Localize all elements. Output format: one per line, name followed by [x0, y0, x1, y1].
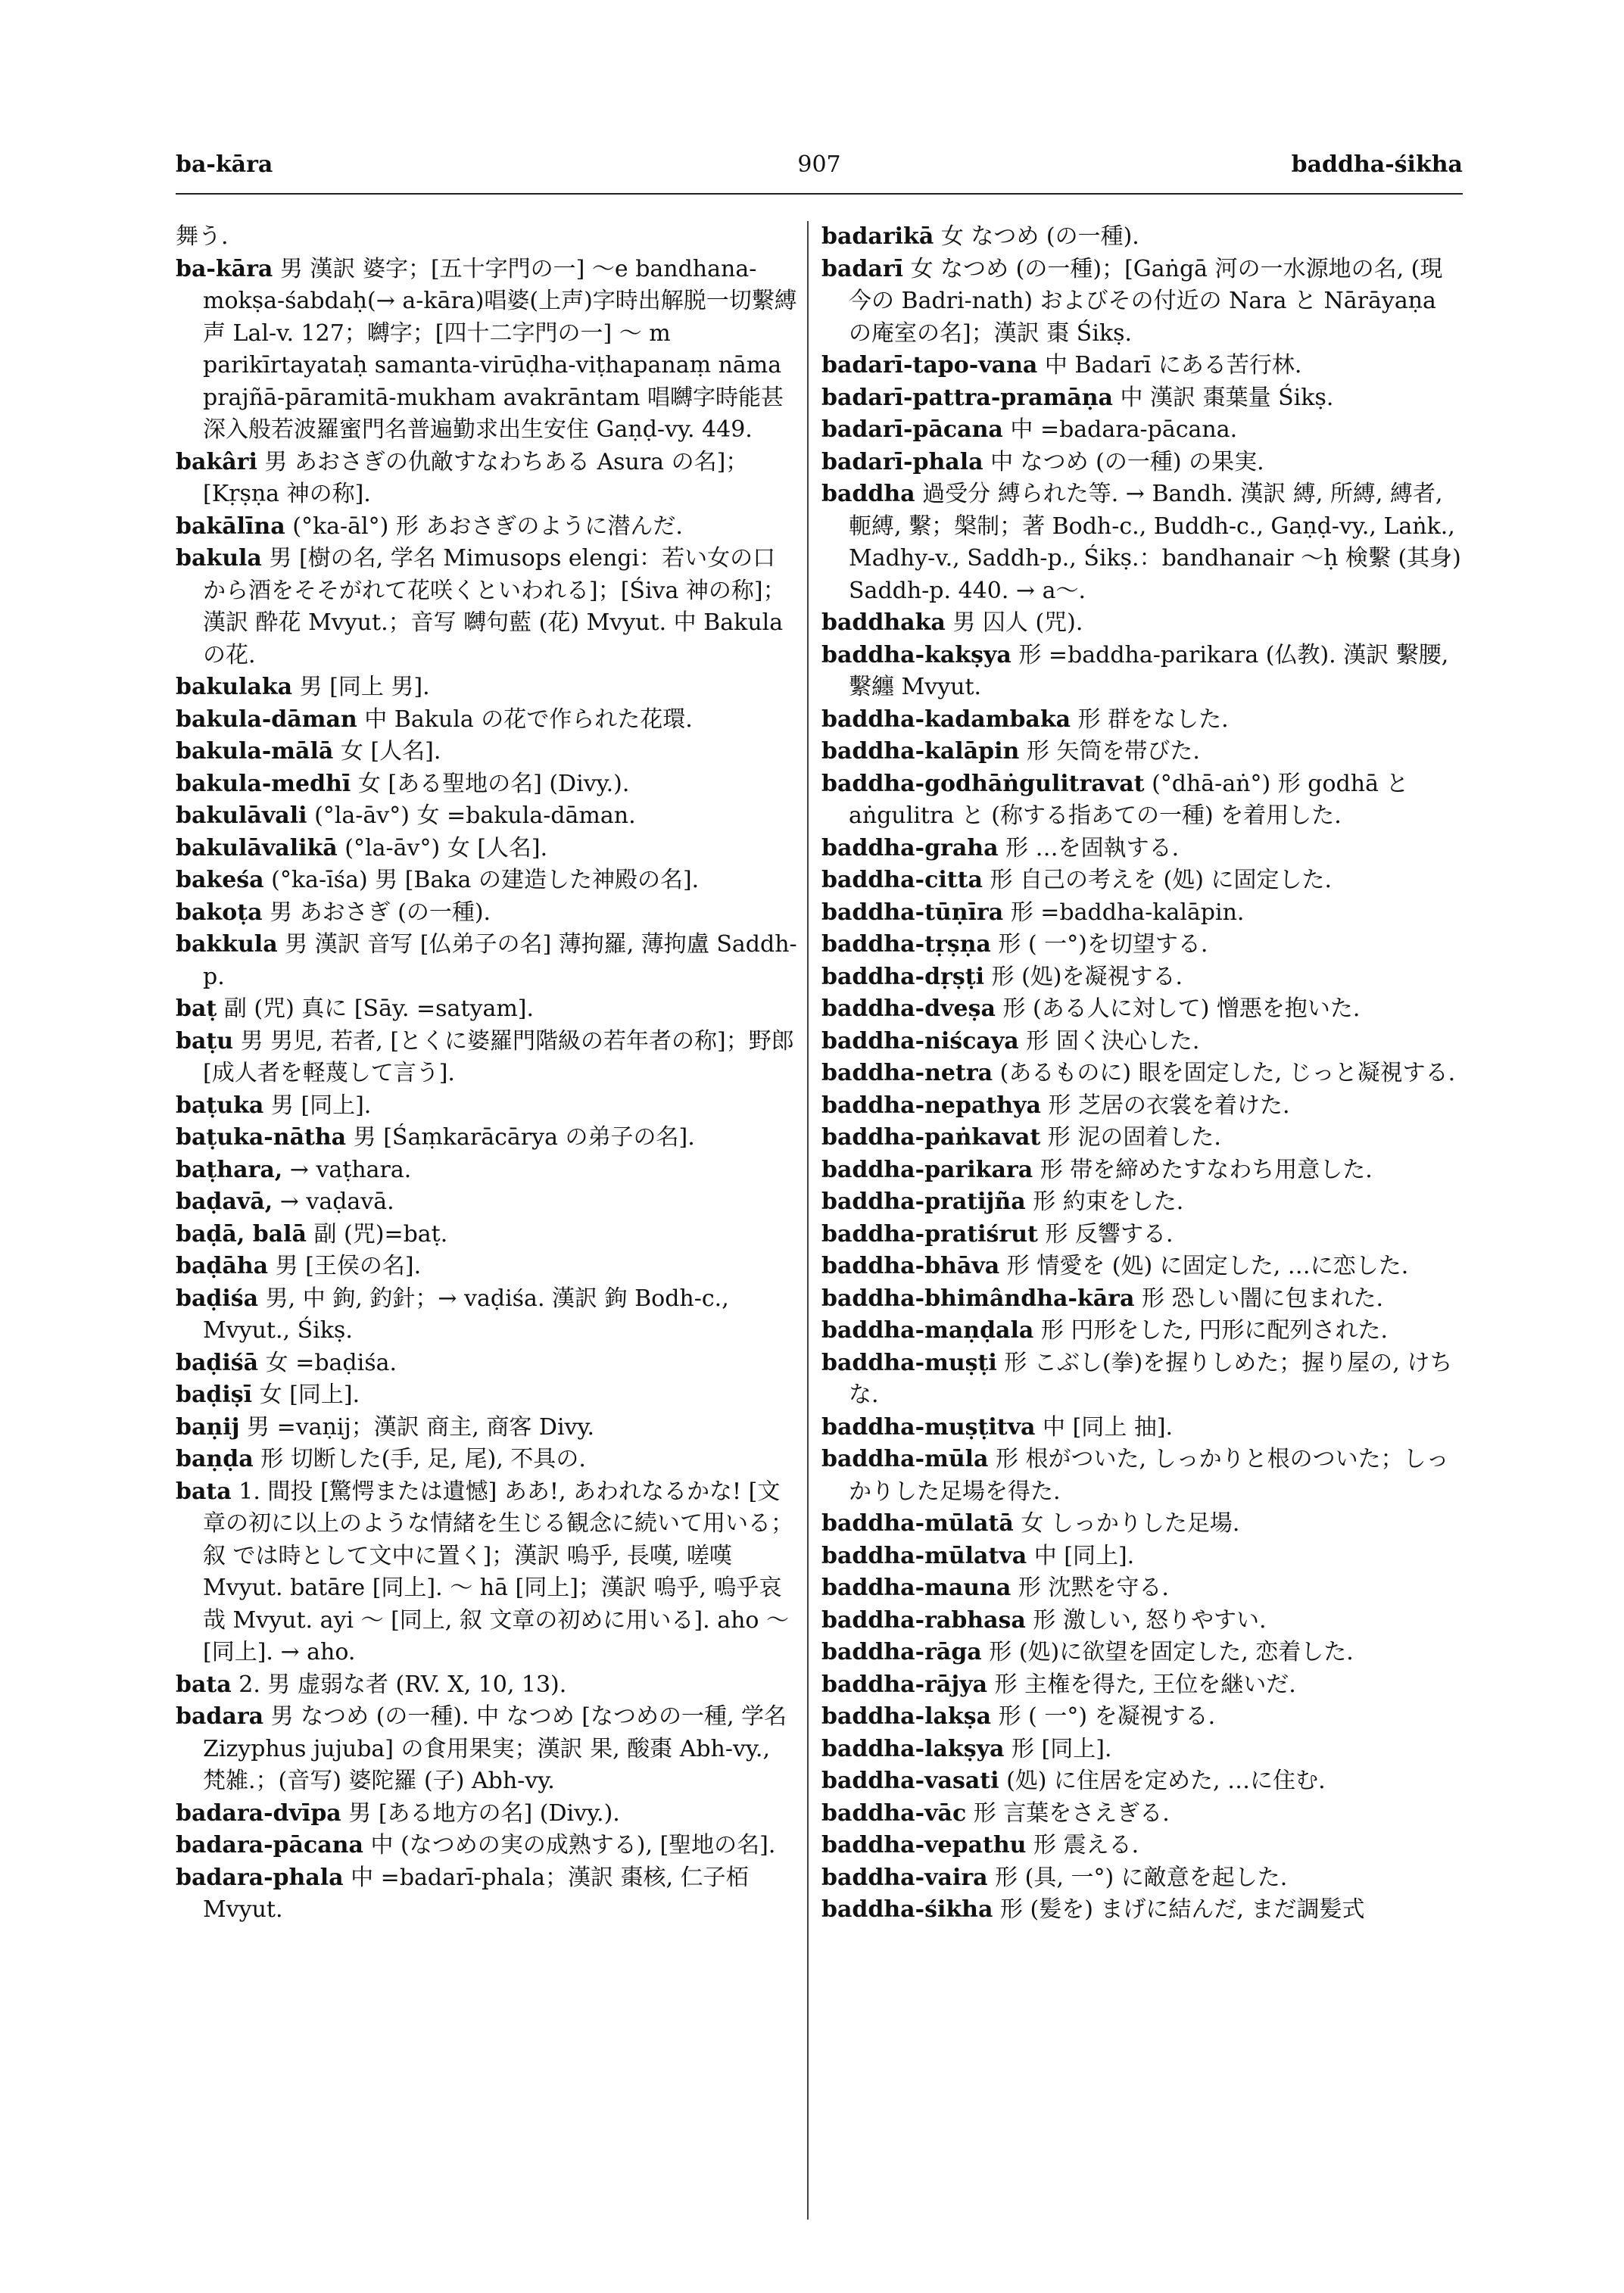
entry-definition: 中 Badarī にある苦行林.: [1044, 352, 1302, 379]
entry-definition: 形 (処)に欲望を固定した, 恋着した.: [989, 1639, 1354, 1665]
entry-headword: baṭ: [176, 995, 217, 1022]
entry-definition: 形 自己の考えを (処) に固定した.: [990, 867, 1332, 893]
dictionary-entry: [176, 1701, 798, 1798]
entry-headword: baddha-vepathu: [821, 1832, 1027, 1858]
entry-definition: (°la-āv°) 女 =bakula-dāman.: [314, 802, 636, 829]
entry-headword: bata: [176, 1478, 232, 1505]
entry-headword: badarī-phala: [821, 448, 983, 475]
dictionary-entry: [821, 1090, 1465, 1123]
entry-definition: 形 [同上].: [1011, 1735, 1112, 1762]
entry-definition: 男 [ある地方の名] (Divy.).: [348, 1799, 620, 1827]
entry-definition: 中 なつめ (の一種) の果実.: [990, 448, 1264, 475]
dictionary-entry: [821, 704, 1465, 737]
entry-headword: badarikā: [821, 223, 934, 250]
entry-headword: baddha-rāga: [821, 1639, 982, 1665]
dictionary-entry: [176, 1798, 798, 1830]
entry-definition: 形 ( 一°)を切望する.: [998, 931, 1208, 958]
entry-headword: bakoṭa: [176, 899, 263, 926]
entry-headword: ba-kāra: [176, 255, 273, 282]
dictionary-entry: [176, 897, 798, 930]
entry-definition: 男 漢訳 音写 [仏弟子の名] 薄拘羅, 薄拘盧 Saddh-p.: [203, 931, 797, 990]
entry-definition: → vaṭhara.: [289, 1156, 412, 1183]
entry-headword: bakula-mālā: [176, 738, 334, 765]
dictionary-entry: [821, 865, 1465, 897]
dictionary-entry: [821, 1605, 1465, 1637]
entry-definition: 形 固く決心した.: [1026, 1027, 1200, 1055]
dictionary-entry: [821, 1701, 1465, 1734]
entry-headword: baddha-mūlatva: [821, 1542, 1027, 1569]
dictionary-entry: [176, 1412, 798, 1444]
entry-definition: 男 漢訳 婆字；[五十字門の一] ～e bandhana-mokṣa-śabdaḥ(→ a-kāra)唱婆(上声)字時出解脱一切繫縛声 Lal-v. 127；嚩字；[四十二字門の一] ～ m parikīrtayataḥ samanta-virūḍha-viṭhapanaṃ nāma prajñā-pāramitā-mukham avakrāntam 唱嚩字時能甚深入般若波羅蜜門名普遍勤求出生安住 Gaṇḍ-vy. 449.: [203, 255, 797, 443]
entry-headword: baddha-muṣṭitva: [821, 1413, 1036, 1441]
dictionary-entry: [821, 1283, 1465, 1316]
dictionary-entry: [821, 1669, 1465, 1702]
entry-definition: 中 Bakula の花で作られた花環.: [364, 706, 693, 733]
dictionary-entry: [821, 736, 1465, 768]
entry-headword: baddha-netra: [821, 1060, 993, 1086]
dictionary-entry: [176, 704, 798, 737]
dictionary-entry: [821, 447, 1465, 479]
dictionary-entry: [176, 1122, 798, 1154]
dictionary-entry: [821, 1122, 1465, 1154]
entry-headword: bakula: [176, 545, 262, 572]
entry-headword: baḍiṣī: [176, 1382, 253, 1408]
entry-headword: badara-phala: [176, 1864, 344, 1891]
entry-definition: 男 [樹の名, 学名 Mimusops elengi：若い女の口から酒をそそがれて花咲くといわれる]；[Śiva 神の称]；漢訳 酔花 Mvyut.；音写 嚩句藍 (花) Mvyut. 中 Bakula の花.: [203, 545, 786, 668]
dictionary-entry: [176, 1026, 798, 1090]
dictionary-entry: [821, 1734, 1465, 1766]
dictionary-entry: [821, 1154, 1465, 1187]
dictionary-entry: [821, 1637, 1465, 1669]
entry-headword: baddha-nepathya: [821, 1092, 1041, 1119]
entry-definition: 形 震える.: [1033, 1832, 1139, 1858]
entry-headword: baddha-citta: [821, 867, 983, 893]
dictionary-entry: [176, 254, 798, 447]
entry-definition: 形 ( 一°) を凝視する.: [998, 1703, 1216, 1730]
dictionary-entry: [176, 1186, 798, 1219]
entry-definition: 形 恐しい闇に包まれた.: [1141, 1285, 1384, 1312]
entry-definition: 男 あおさぎ (の一種).: [270, 899, 491, 926]
dictionary-entry: [176, 800, 798, 833]
entry-definition: (°la-āv°) 女 [人名].: [344, 834, 548, 861]
entry-definition: 舞う.: [176, 223, 229, 250]
entry-definition: 形 (髪を) まげに結んだ, まだ調髪式: [999, 1896, 1365, 1923]
entry-definition: 中 (なつめの実の成熟する), [聖地の名].: [370, 1832, 776, 1858]
entry-headword: bakulaka: [176, 674, 293, 700]
entry-headword: badara-dvīpa: [176, 1799, 341, 1827]
entry-headword: baṭhara,: [176, 1156, 283, 1183]
entry-headword: bakâri: [176, 448, 257, 475]
entry-headword: baddha-bhimândha-kāra: [821, 1285, 1135, 1312]
entry-definition: 形 根がついた, しっかりと根のついた；しっかりした足場を得た.: [849, 1446, 1449, 1505]
entry-definition: 過受分 縛られた等. → Bandh. 漢訳 縛, 所縛, 縛者, 軛縛, 繫；槃制；著 Bodh-c., Buddh-c., Gaṇḍ-vy., Laṅk., Madhy-v., Saddh-p., Śikṣ.：bandhanair ～ḥ 検繫 (其身) Saddh-p. 440. → a～.: [849, 481, 1461, 604]
entry-definition: 中 =badara-pācana.: [1010, 416, 1238, 443]
entry-definition: 形 沈黙を守る.: [1018, 1575, 1169, 1601]
entry-definition: 形 …を固執する.: [1005, 834, 1180, 861]
entry-headword: baddha-mūla: [821, 1446, 989, 1472]
dictionary-entry: [821, 1058, 1465, 1090]
dictionary-entry: [176, 1476, 798, 1669]
entry-definition: 形 群をなした.: [1077, 706, 1229, 733]
entry-headword: baddha-godhāṅgulitravat: [821, 770, 1145, 797]
entry-headword: baddha: [821, 481, 915, 507]
entry-headword: baddha-vasati: [821, 1768, 999, 1794]
entry-definition: 中 =badarī-phala；漢訳 棗核, 仁子栢 Mvyut.: [203, 1864, 749, 1923]
entry-headword: baddha-lakṣa: [821, 1703, 992, 1730]
entry-definition: 中 漢訳 棗葉量 Śikṣ.: [1120, 384, 1334, 411]
dictionary-entry: [176, 447, 798, 511]
entry-definition: 女 =baḍiśa.: [265, 1349, 397, 1376]
dictionary-entry: [176, 993, 798, 1026]
entry-definition: (°dhā-aṅ°) 形 godhā と aṅgulitra と (称する指あての一種) を着用した.: [849, 770, 1409, 829]
entry-definition: 男 なつめ (の一種). 中 なつめ [なつめの一種, 学名 Zizyphus jujuba] の食用果実；漢訳 果, 酸棗 Abh-vy., 梵雑.；(音写) 婆陀羅 (子) Abh-vy.: [203, 1703, 787, 1794]
dictionary-entry: [821, 897, 1465, 930]
dictionary-entry: [821, 1444, 1465, 1508]
entry-headword: baṇij: [176, 1413, 240, 1441]
dictionary-entry: [176, 929, 798, 993]
entry-headword: baddha-pratijña: [821, 1189, 1026, 1215]
entry-headword: baddha-niścaya: [821, 1027, 1019, 1055]
entry-headword: baddha-graha: [821, 834, 999, 861]
dictionary-entry: [821, 1186, 1465, 1219]
entry-headword: baṭu: [176, 1027, 234, 1055]
entry-headword: baddhaka: [821, 609, 946, 636]
entry-headword: badarī-pattra-pramāṇa: [821, 384, 1113, 411]
dictionary-entry: [176, 736, 798, 768]
dictionary-entry: [821, 350, 1465, 382]
entry-definition: 男 [同上 男].: [299, 674, 430, 700]
entry-headword: bakula-dāman: [176, 706, 357, 733]
entry-headword: badara: [176, 1703, 264, 1730]
entry-definition: 形 主権を得た, 王位を継いだ.: [994, 1671, 1296, 1698]
dictionary-entry: [176, 1251, 798, 1283]
entry-definition: 形 芝居の衣裳を着けた.: [1048, 1092, 1290, 1119]
entry-headword: baddha-bhāva: [821, 1253, 1000, 1279]
entry-headword: baddha-lakṣya: [821, 1735, 1005, 1762]
dictionary-entry: [176, 511, 798, 544]
entry-headword: bakeśa: [176, 867, 264, 893]
entry-definition: (°ka-āl°) 形 あおさぎのように潜んだ.: [292, 512, 683, 540]
dictionary-entry: [821, 1862, 1465, 1895]
dictionary-entry: [821, 1026, 1465, 1058]
right-column: [821, 221, 1465, 2232]
dictionary-entry: [176, 1862, 798, 1927]
entry-definition: 女 [同上].: [259, 1382, 360, 1408]
dictionary-entry: [821, 1251, 1465, 1283]
entry-headword: baddha-rabhasa: [821, 1606, 1026, 1634]
entry-definition: 副 (咒)=baṭ.: [313, 1220, 448, 1248]
entry-headword: baṇḍa: [176, 1446, 254, 1472]
entry-definition: 形 (処)を凝視する.: [991, 963, 1183, 990]
dictionary-entry: [821, 961, 1465, 994]
dictionary-entry: [821, 478, 1465, 607]
entry-headword: baddha-kalāpin: [821, 738, 1020, 765]
entry-headword: baddha-kakṣya: [821, 641, 1011, 668]
dictionary-entry: [821, 1347, 1465, 1412]
entry-headword: baṭuka: [176, 1092, 264, 1119]
entry-headword: baḍāha: [176, 1253, 269, 1279]
entry-definition: 女 [ある聖地の名] (Divy.).: [357, 770, 630, 797]
entry-headword: badara-pācana: [176, 1832, 363, 1858]
entry-definition: 男 あおさぎの仇敵すなわちある Asura の名]；[Kṛṣṇa 神の称].: [203, 448, 749, 507]
entry-definition: 男 男児, 若者, [とくに婆羅門階級の若年者の称]；野郎 [成人者を軽蔑して言う].: [203, 1027, 794, 1086]
entry-definition: 男 [同上].: [270, 1092, 372, 1119]
entry-headword: baddha-tūṇīra: [821, 899, 1004, 926]
entry-definition: 形 円形をした, 円形に配列された.: [1040, 1317, 1389, 1344]
dictionary-entry: [821, 414, 1465, 447]
entry-definition: 男 [王侯の名].: [275, 1253, 422, 1279]
entry-headword: baddha-vāc: [821, 1799, 967, 1827]
entry-definition: 中 [同上].: [1033, 1542, 1135, 1569]
entry-headword: badarī-tapo-vana: [821, 352, 1038, 379]
dictionary-entry: [821, 768, 1465, 833]
entry-headword: badarī: [821, 255, 904, 282]
entry-headword: bata: [176, 1671, 232, 1698]
entry-definition: 形 矢筒を帯びた.: [1026, 738, 1200, 765]
entry-headword: baḍiśā: [176, 1349, 259, 1376]
entry-headword: baddha-vaira: [821, 1864, 988, 1891]
entry-headword: baddha-pratiśrut: [821, 1220, 1038, 1248]
entry-definition: 1. 間投 [驚愕または遺憾] ああ!, あわれなるかな! [文章の初に以上のような情緒を生じる観念に続いて用いる；叙 では時として文中に置く]；漢訳 嗚乎, 長嘆, 嗟嘆 Mvyut. batāre [同上]. ～ hā [同上]；漢訳 嗚乎, 嗚乎哀哉 Mvyut. ayi ～ [同上, 叙 文章の初めに用いる]. aho ～ [同上]. → aho.: [203, 1478, 793, 1665]
entry-definition: 男 囚人 (咒).: [952, 609, 1083, 636]
page-header: [176, 151, 1463, 189]
entry-definition: 女 なつめ (の一種).: [940, 223, 1139, 250]
entry-definition: 形 反響する.: [1045, 1220, 1174, 1248]
dictionary-entry: [821, 1541, 1465, 1573]
entry-headword: baḍā, balā: [176, 1220, 307, 1248]
column-divider: [807, 221, 809, 2220]
header-left-guide-word: ba-kāra: [176, 151, 273, 178]
entry-headword: baddha-rājya: [821, 1671, 988, 1698]
entry-definition: → vaḍavā.: [279, 1189, 394, 1215]
entry-headword: baddha-dveṣa: [821, 995, 996, 1022]
dictionary-entry: [821, 1508, 1465, 1541]
entry-definition: 副 (咒) 真に [Sāy. =satyam].: [223, 995, 535, 1022]
entry-definition: 中 [同上 抽].: [1043, 1413, 1174, 1441]
entry-headword: baṭuka-nātha: [176, 1124, 347, 1151]
page-number: 907: [797, 151, 841, 178]
dictionary-entry: [176, 1379, 798, 1412]
entry-headword: baddha-paṅkavat: [821, 1124, 1041, 1151]
dictionary-entry: [176, 1347, 798, 1380]
dictionary-entry: [821, 993, 1465, 1026]
dictionary-entry: [821, 1315, 1465, 1347]
entry-headword: baddha-mūlatā: [821, 1510, 1014, 1537]
dictionary-entry: [176, 671, 798, 704]
dictionary-entry: [821, 254, 1465, 350]
dictionary-entry: [176, 1283, 798, 1347]
dictionary-entry: [176, 1669, 798, 1702]
entry-definition: 形 (ある人に対して) 憎悪を抱いた.: [1002, 995, 1361, 1022]
entry-definition: (処) に住居を定めた, …に住む.: [1006, 1768, 1326, 1794]
entry-definition: 形 泥の固着した.: [1047, 1124, 1221, 1151]
entry-headword: bakulāvali: [176, 802, 307, 829]
entry-definition: (あるものに) 眼を固定した, じっと凝視する.: [999, 1060, 1456, 1086]
entry-definition: 形 =baddha-parikara (仏教). 漢訳 繫腰, 繫纏 Mvyut.: [849, 641, 1449, 700]
entry-headword: baddha-tṛṣṇa: [821, 931, 991, 958]
entry-definition: 形 切断した(手, 足, 尾), 不具の.: [260, 1446, 586, 1472]
dictionary-entry: [176, 1219, 798, 1251]
entry-definition: 形 帯を締めたすなわち用意した.: [1040, 1156, 1373, 1183]
entry-definition: 形 こぶし(拳)を握りしめた；握り屋の, けちな.: [849, 1349, 1453, 1408]
entry-headword: baḍavā,: [176, 1189, 273, 1215]
entry-headword: bakulāvalikā: [176, 834, 338, 861]
dictionary-entry: [176, 1154, 798, 1187]
dictionary-entry: [176, 1830, 798, 1862]
dictionary-entry: [821, 1765, 1465, 1798]
entry-definition: 形 (具, 一°) に敵意を起した.: [995, 1864, 1288, 1891]
dictionary-entry: [176, 768, 798, 801]
entry-definition: 2. 男 虚弱な者 (RV. X, 10, 13).: [238, 1671, 567, 1698]
entry-definition: 男, 中 鉤, 釣針；→ vaḍiśa. 漢訳 鉤 Bodh-c., Mvyut., Śikṣ.: [203, 1285, 729, 1344]
entry-definition: 形 約束をした.: [1033, 1189, 1184, 1215]
dictionary-entry: [821, 1830, 1465, 1862]
entry-definition: 形 情愛を (処) に固定した, …に恋した.: [1006, 1253, 1409, 1279]
dictionary-entry: [176, 1444, 798, 1476]
entry-definition: 女 なつめ (の一種)；[Gaṅgā 河の一水源地の名, (現今の Badri-nath) およびその付近の Nara と Nārāyaṇa の庵室の名]；漢訳 棗 Śikṣ.: [849, 255, 1443, 347]
entry-definition: 男 =vaṇij；漢訳 商主, 商客 Divy.: [247, 1413, 594, 1441]
dictionary-entry: [821, 607, 1465, 640]
entry-definition: (°ka-īśa) 男 [Baka の建造した神殿の名].: [271, 867, 700, 893]
entry-definition: 形 =baddha-kalāpin.: [1010, 899, 1245, 926]
header-right-guide-word: baddha-śikha: [1291, 151, 1463, 178]
dictionary-entry: [821, 1894, 1465, 1927]
dictionary-entry: [176, 221, 798, 254]
entry-headword: bakālīna: [176, 512, 285, 540]
entry-headword: baddha-dṛṣṭi: [821, 963, 984, 990]
dictionary-entry: [176, 833, 798, 865]
dictionary-entry: [821, 833, 1465, 865]
entry-headword: baddha-muṣṭi: [821, 1349, 997, 1376]
entry-headword: baddha-mauna: [821, 1575, 1011, 1601]
entry-headword: baddha-maṇḍala: [821, 1317, 1034, 1344]
entry-headword: baḍiśa: [176, 1285, 259, 1312]
left-column: [176, 221, 798, 2232]
entry-definition: 形 激しい, 怒りやすい.: [1033, 1606, 1267, 1634]
entry-headword: baddha-parikara: [821, 1156, 1033, 1183]
entry-headword: bakkula: [176, 931, 278, 958]
entry-headword: baddha-śikha: [821, 1896, 993, 1923]
dictionary-entry: [821, 929, 1465, 961]
entry-headword: bakula-medhī: [176, 770, 351, 797]
entry-definition: 男 [Śaṃkarācārya の弟子の名].: [353, 1124, 695, 1151]
entry-definition: 形 言葉をさえぎる.: [973, 1799, 1170, 1827]
entry-headword: badarī-pācana: [821, 416, 1003, 443]
dictionary-entry: [176, 865, 798, 897]
dictionary-entry: [821, 640, 1465, 704]
dictionary-entry: [821, 1798, 1465, 1830]
entry-definition: 女 [人名].: [340, 738, 441, 765]
dictionary-entry: [176, 543, 798, 671]
dictionary-entry: [821, 1412, 1465, 1444]
header-rule: [176, 193, 1463, 195]
entry-definition: 女 しっかりした足場.: [1021, 1510, 1240, 1537]
dictionary-entry: [821, 1219, 1465, 1251]
dictionary-entry: [821, 221, 1465, 254]
dictionary-entry: [821, 382, 1465, 415]
dictionary-entry: [176, 1090, 798, 1123]
entry-headword: baddha-kadambaka: [821, 706, 1071, 733]
dictionary-entry: [821, 1572, 1465, 1605]
